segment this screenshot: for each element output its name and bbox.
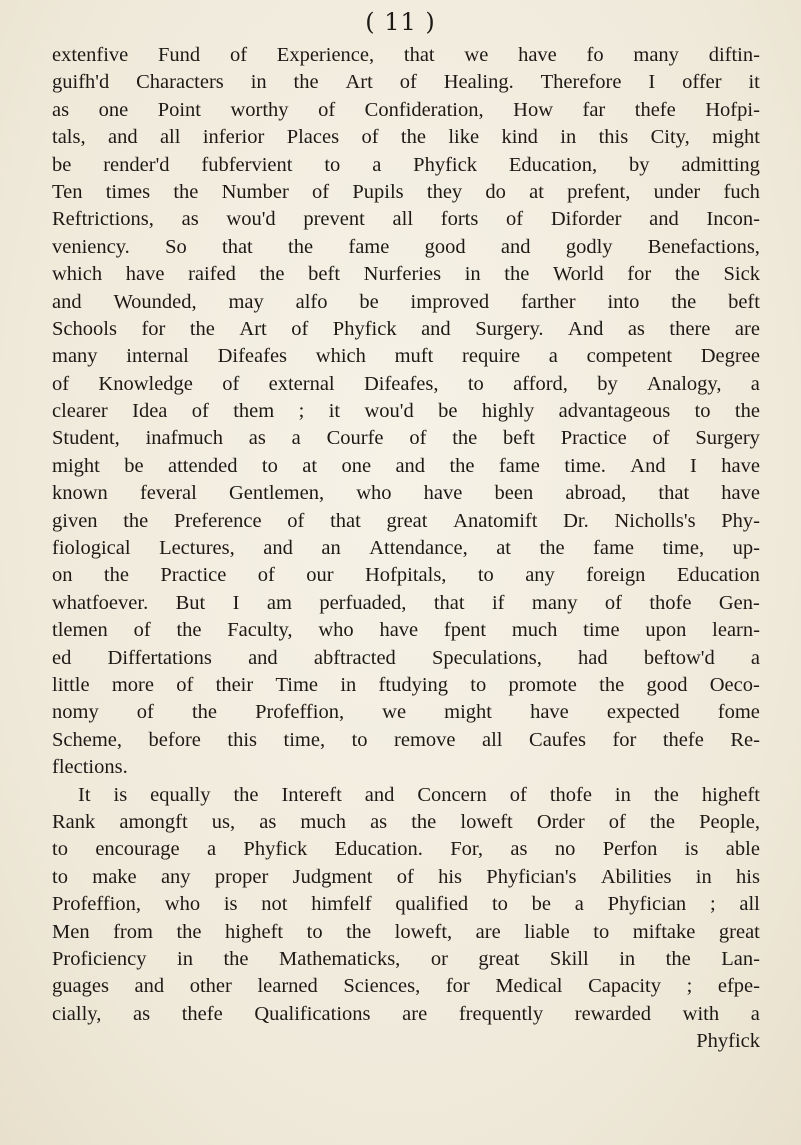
text-line: and Wounded, may alfo be improved farther into the beft xyxy=(52,290,760,313)
text-line: Men from the higheft to the loweft, are liable to miftake great xyxy=(52,920,760,943)
text-line: known feveral Gentlemen, who have been abroad, that have xyxy=(52,482,760,505)
text-line: to encourage a Phyfick Education. For, as no Perfon is able xyxy=(52,838,760,861)
text-line: many internal Difeafes which muft require a competent Degree xyxy=(52,345,760,368)
text-line: Scheme, before this time, to remove all Caufes for thefe Re- xyxy=(52,728,760,751)
text-line: tlemen of the Faculty, who have fpent much time upon learn- xyxy=(52,619,760,642)
text-line: given the Preference of that great Anatomift Dr. Nicholls's Phy- xyxy=(52,509,760,532)
text-line: might be attended to at one and the fame time. And I have xyxy=(52,454,760,477)
text-line: Rank amongft us, as much as the loweft Order of the People, xyxy=(52,810,760,833)
text-line: tals, and all inferior Places of the like kind in this City, might xyxy=(52,126,760,149)
text-line: Schools for the Art of Phyfick and Surgery. And as there are xyxy=(52,317,760,340)
text-line: Profeffion, who is not himfelf qualified to be a Phyfician ; all xyxy=(52,893,760,916)
text-line: little more of their Time in ftudying to promote the good Oeco- xyxy=(52,673,760,696)
text-line: Student, inafmuch as a Courfe of the beft Practice of Surgery xyxy=(52,427,760,450)
text-line: veniency. So that the fame good and godly Benefactions, xyxy=(52,235,760,258)
text-line: nomy of the Profeffion, we might have expected fome xyxy=(52,701,760,724)
text-line: Reftrictions, as wou'd prevent all forts of Diforder and Incon- xyxy=(52,208,760,231)
text-line: cially, as thefe Qualifications are frequently rewarded with a xyxy=(52,1002,760,1025)
text-line: be render'd fubfervient to a Phyfick Education, by admitting xyxy=(52,153,760,176)
text-line: extenfive Fund of Experience, that we have fo many diftin- xyxy=(52,44,760,66)
catchword: Phyfick xyxy=(696,1030,760,1053)
text-line: whatfoever. But I am perfuaded, that if many of thofe Gen- xyxy=(52,591,760,614)
text-line: guifh'd Characters in the Art of Healing. Therefore I offer it xyxy=(52,71,760,94)
text-line: guages and other learned Sciences, for Medical Capacity ; efpe- xyxy=(52,975,760,998)
body-text xyxy=(52,42,760,1055)
text-line: clearer Idea of them ; it wou'd be highly advantageous to the xyxy=(52,400,760,423)
text-line: It is equally the Intereft and Concern of thofe in the higheft xyxy=(78,783,760,806)
text-line: of Knowledge of external Difeafes, to afford, by Analogy, a xyxy=(52,372,760,395)
text-line: flections. xyxy=(52,756,128,779)
text-line: ed Differtations and abftracted Speculations, had beftow'd a xyxy=(52,646,760,669)
page-number: ( 11 ) xyxy=(365,8,436,36)
text-line: to make any proper Judgment of his Phyfician's Abilities in his xyxy=(52,865,760,888)
text-line: fiological Lectures, and an Attendance, at the fame time, up- xyxy=(52,537,760,560)
text-line: Ten times the Number of Pupils they do at prefent, under fuch xyxy=(52,180,760,203)
text-line: on the Practice of our Hofpitals, to any foreign Education xyxy=(52,564,760,587)
text-line: which have raifed the beft Nurferies in the World for the Sick xyxy=(52,263,760,286)
text-line: as one Point worthy of Confideration, How far thefe Hofpi- xyxy=(52,98,760,121)
text-line: Proficiency in the Mathematicks, or great Skill in the Lan- xyxy=(52,947,760,970)
